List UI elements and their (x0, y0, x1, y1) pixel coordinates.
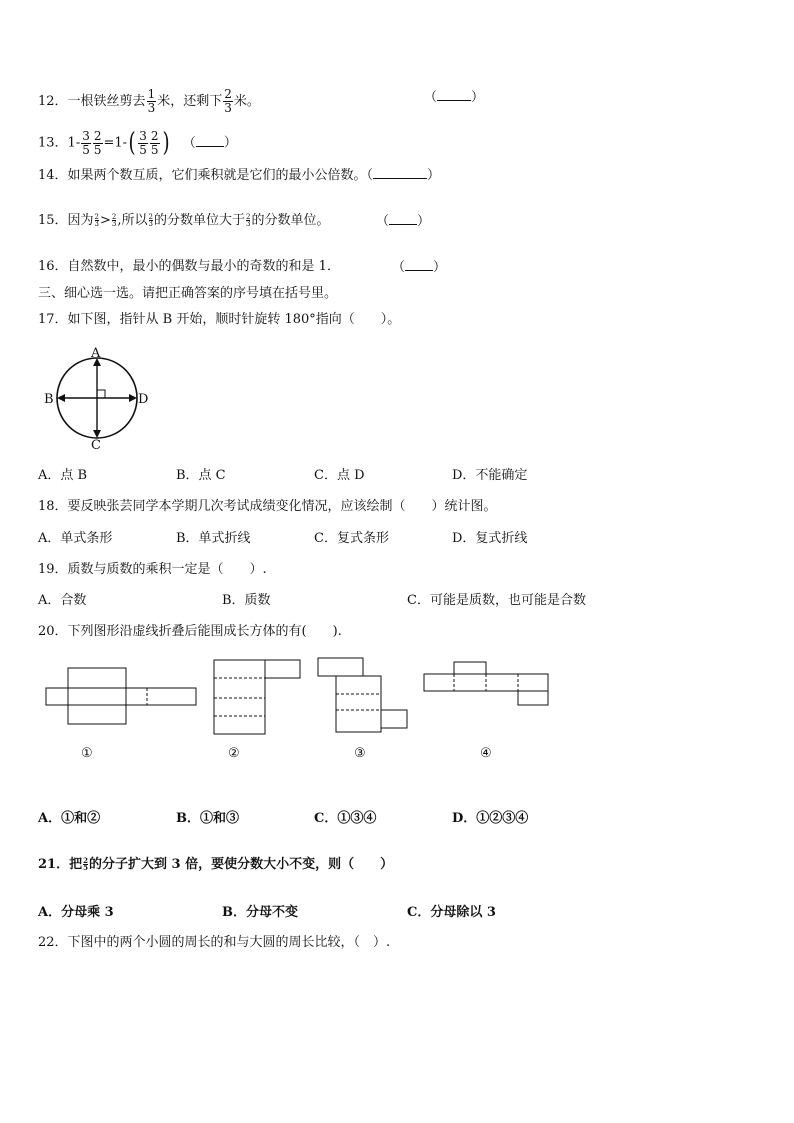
net-figure-3 (318, 658, 407, 732)
figure-label-3: ③ (354, 746, 366, 761)
small-fraction (246, 214, 250, 227)
dial-label-a: A (91, 346, 101, 361)
right-angle-mark (97, 390, 105, 398)
denominator: 5 (150, 142, 159, 157)
fraction (150, 130, 160, 157)
net-figure-2 (214, 660, 300, 734)
option-21-c[interactable]: C．分母除以 3 (407, 905, 496, 920)
option-18-b[interactable]: B．单式折线 (176, 531, 251, 546)
fraction (138, 130, 148, 157)
math-text: =1- (103, 135, 128, 151)
net-figure-4 (424, 662, 548, 705)
denominator: 5 (82, 142, 90, 157)
paren-left: （ (424, 90, 438, 105)
question-text: 米。 (233, 94, 260, 109)
arrowhead-left (57, 394, 65, 402)
option-17-a[interactable]: A．点 B (38, 468, 88, 483)
option-21-b[interactable]: B．分母不变 (222, 905, 298, 920)
blank-line (389, 212, 417, 225)
paren-right: ） (427, 168, 441, 183)
question-text: 21．把 (38, 857, 83, 872)
numerator: 2 (83, 856, 88, 865)
numerator: 2 (94, 213, 100, 221)
question-21 (38, 856, 393, 874)
option-20-d[interactable]: D．①②③④ (452, 811, 529, 826)
big-paren-left: ( (128, 128, 136, 158)
question-text: 米，还剩下 (157, 94, 223, 109)
paren-left: （ (376, 214, 390, 229)
figure-label-2: ② (228, 746, 240, 761)
question-15 (38, 212, 330, 230)
net-figure-1 (46, 668, 196, 724)
section-heading: 三、细心选一选。请把正确答案的序号填在括号里。 (38, 286, 338, 301)
figure-label-1: ① (81, 746, 93, 761)
denominator: 5 (93, 142, 102, 157)
option-17-c[interactable]: C．点 D (314, 468, 365, 483)
numerator: 2 (246, 213, 251, 221)
question-20: 20．下列图形沿虚线折叠后能围成长方体的有( ). (38, 624, 342, 639)
answer-blank-13[interactable] (196, 134, 224, 147)
fraction (93, 130, 103, 157)
option-20-c[interactable]: C．①③④ (314, 811, 377, 826)
question-text: 的分数单位。 (251, 213, 330, 228)
answer-blank-12[interactable] (424, 88, 484, 107)
paren-left: （ (182, 135, 196, 151)
small-fraction (112, 214, 116, 227)
question-text: 16．自然数中，最小的偶数与最小的奇数的和是 1． (38, 259, 340, 274)
small-fraction (95, 214, 99, 227)
arrowhead-right (129, 394, 137, 402)
numerator: 3 (139, 128, 147, 143)
small-fraction (83, 858, 88, 871)
option-19-c[interactable]: C．可能是质数，也可能是合数 (407, 593, 586, 608)
denominator: 3 (148, 220, 153, 228)
figure-label-4: ④ (480, 746, 492, 761)
paren-right: ） (433, 260, 447, 275)
answer-blank-16[interactable] (392, 258, 446, 277)
question-text: 一根铁丝剪去 (67, 94, 146, 109)
numerator: 1 (147, 87, 156, 101)
question-number: 13． (38, 135, 68, 151)
question-19: 19．质数与质数的乘积一定是（ ）. (38, 562, 267, 577)
dial-label-c: C (91, 438, 101, 453)
question-text: 的分子扩大到 3 倍，要使分数大小不变，则（ ） (88, 857, 394, 872)
question-text: 15．因为 (38, 213, 94, 228)
math-text: > (100, 213, 111, 228)
arrowhead-down (93, 430, 101, 438)
numerator: 3 (82, 128, 90, 143)
answer-blank-14[interactable] (373, 166, 427, 179)
question-text: ,所以 (117, 213, 148, 228)
option-21-a[interactable]: A．分母乘 3 (38, 905, 114, 920)
question-16 (38, 258, 340, 276)
option-19-b[interactable]: B．质数 (222, 593, 271, 608)
blank-line (437, 88, 471, 101)
paren-left: （ (392, 260, 406, 275)
option-19-a[interactable]: A．合数 (38, 593, 87, 608)
fraction (81, 130, 91, 157)
question-text: 的分数单位大于 (154, 213, 246, 228)
paren-right: ） (417, 214, 431, 229)
option-20-a[interactable]: A．①和② (38, 811, 101, 826)
option-18-d[interactable]: D．复式折线 (452, 531, 528, 546)
option-20-b[interactable]: B．①和③ (176, 811, 239, 826)
question-18: 18．要反映张芸同学本学期几次考试成绩变化情况，应该绘制（ ）统计图。 (38, 499, 497, 514)
big-paren-right: ) (162, 128, 170, 158)
denominator: 3 (147, 101, 156, 115)
denominator: 5 (139, 142, 147, 157)
math-text: 1- (67, 135, 81, 151)
numerator: 2 (150, 128, 159, 143)
answer-blank-15[interactable] (376, 212, 430, 231)
option-18-a[interactable]: A．单式条形 (38, 531, 113, 546)
paren-right: ） (471, 90, 485, 105)
numerator: 2 (148, 213, 153, 221)
option-18-c[interactable]: C．复式条形 (314, 531, 389, 546)
question-22: 22．下图中的两个小圆的周长的和与大圆的周长比较，（ ）. (38, 935, 391, 950)
question-12 (38, 88, 260, 115)
numerator: 2 (111, 213, 117, 221)
fraction-two-thirds (223, 88, 233, 115)
denominator: 3 (224, 101, 232, 115)
cuboid-net-figures (40, 652, 560, 752)
question-13 (38, 128, 237, 158)
denominator: 5 (83, 863, 88, 872)
small-fraction (149, 214, 153, 227)
question-text: 14．如果两个数互质，它们乘积就是它们的最小公倍数。（ (38, 168, 374, 183)
option-17-b[interactable]: B．点 C (176, 468, 226, 483)
fraction-one-third (147, 88, 157, 115)
numerator: 2 (224, 87, 232, 101)
denominator: 3 (246, 220, 251, 228)
option-17-d[interactable]: D．不能确定 (452, 468, 528, 483)
dial-label-b: B (44, 392, 54, 407)
paren-right: ） (223, 135, 237, 151)
numerator: 2 (93, 128, 102, 143)
denominator: 3 (111, 220, 117, 228)
question-number: 12． (38, 94, 68, 109)
question-17: 17．如下图，指针从 B 开始，顺时针旋转 180°指向（ ）。 (38, 312, 401, 327)
denominator: 3 (94, 220, 100, 228)
question-14 (38, 166, 440, 185)
dial-label-d: D (138, 392, 149, 407)
blank-line (405, 258, 433, 271)
